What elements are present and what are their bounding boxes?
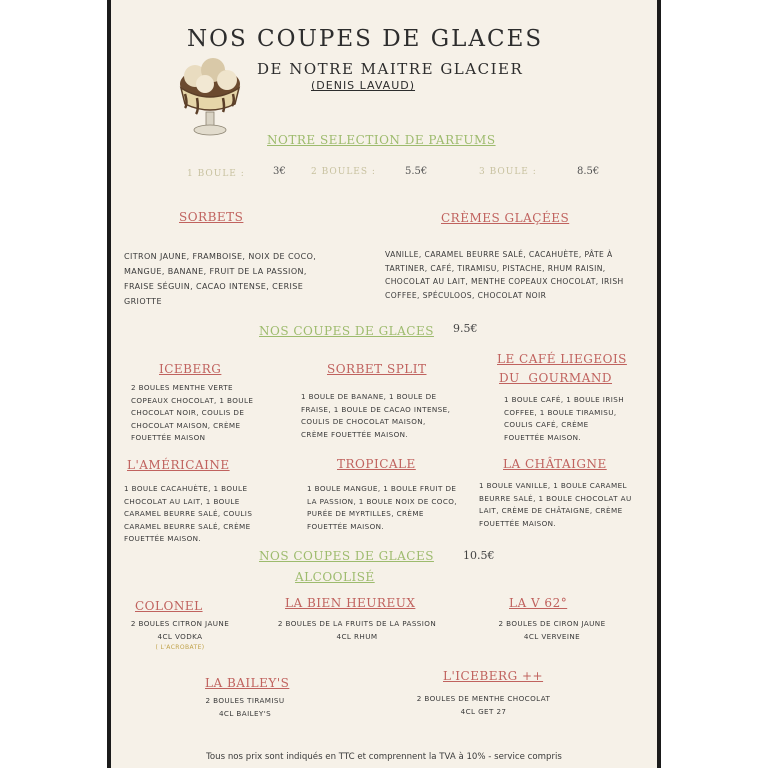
desc-line: LAIT, CRÈME DE CHÂTAIGNE, CRÈME — [479, 506, 623, 515]
alcool-name-bien-heureux: LA BIEN HEUREUX — [285, 596, 416, 610]
desc-line: 4CL RHUM — [336, 631, 378, 641]
coupe-name-iceberg: ICEBERG — [159, 362, 222, 376]
alcool-desc-colonel — [115, 618, 245, 653]
coupes-heading: NOS COUPES DE GLACES — [259, 324, 434, 338]
footer-note: Tous nos prix sont indiqués en TTC et comprennent la TVA à 10% - service compris — [206, 752, 562, 762]
coupe-name-cafe-liegeois-2: DU GOURMAND — [499, 371, 613, 385]
desc-line: CARAMEL BEURRE SALÉ, CRÈME — [124, 521, 251, 531]
desc-line: FOUETTÉE MAISON. — [307, 521, 385, 531]
desc-line: 1 BOULE CACAHUÈTE, 1 BOULE — [124, 484, 248, 493]
alcool-desc-baileys — [175, 695, 315, 720]
price-label-2: 2 BOULES : — [311, 167, 376, 177]
desc-line: 4CL GET 27 — [460, 706, 507, 716]
chef-name: (DENIS LAVAUD) — [311, 79, 416, 92]
desc-line: 2 BOULES MENTHE VERTE — [131, 383, 233, 392]
desc-line: FOUETTÉE MAISON. — [504, 432, 582, 442]
coupe-desc-sorbet-split — [301, 391, 471, 441]
price-label-1: 1 BOULE : — [187, 169, 245, 179]
alcool-heading: NOS COUPES DE GLACES — [259, 549, 434, 563]
alcool-name-v62: LA V 62° — [509, 596, 568, 610]
desc-line: COULIS CAFÉ, CRÈME — [504, 420, 589, 429]
desc-line: CARAMEL BEURRE SALÉ, COULIS — [124, 509, 253, 518]
desc-line: 2 BOULES DE LA FRUITS DE LA PASSION — [277, 619, 437, 628]
menu-title: NOS COUPES DE GLACES — [187, 26, 544, 52]
menu-page — [107, 0, 661, 768]
coupe-desc-tropicale — [307, 483, 479, 533]
cremes-line: TARTINER, CAFÉ, TIRAMISU, PISTACHE, RHUM RAISIN, — [385, 263, 606, 273]
alcool-name-colonel: COLONEL — [135, 599, 203, 613]
price-label-3: 3 BOULE : — [479, 167, 537, 177]
desc-line: FRAISE, 1 BOULE DE CACAO INTENSE, — [301, 404, 451, 414]
price-value-1: 3€ — [273, 166, 286, 177]
desc-line: CHOCOLAT NOIR, COULIS DE — [131, 408, 245, 417]
cremes-line: CHOCOLAT AU LAIT, MENTHE COPEAUX CHOCOLAT, IRISH — [385, 277, 624, 287]
sorbets-line: CITRON JAUNE, FRAMBOISE, NOIX DE COCO, — [124, 252, 317, 261]
desc-line: CRÈME FOUETTÉE MAISON. — [301, 429, 409, 439]
alcool-price: 10.5€ — [463, 549, 495, 562]
sorbets-line: MANGUE, BANANE, FRUIT DE LA PASSION, — [124, 267, 307, 276]
coupe-name-chataigne: LA CHÂTAIGNE — [503, 457, 607, 471]
coupe-name-cafe-liegeois: LE CAFÉ LIEGEOIS — [497, 352, 627, 366]
alcool-heading-2: ALCOOLISÉ — [295, 570, 375, 584]
coupe-desc-chataigne — [479, 480, 651, 530]
alcool-desc-bien-heureux — [251, 618, 463, 643]
desc-line: 1 BOULE VANILLE, 1 BOULE CARAMEL — [479, 481, 627, 490]
desc-line: 1 BOULE MANGUE, 1 BOULE FRUIT DE — [307, 484, 457, 493]
price-value-2: 5.5€ — [405, 166, 428, 177]
sorbets-list — [124, 249, 374, 309]
desc-line: COFFEE, 1 BOULE TIRAMISU, — [504, 407, 617, 417]
alcool-name-baileys: LA BAILEY'S — [205, 676, 290, 690]
desc-line: FOUETTÉE MAISON — [131, 433, 206, 442]
desc-line: COULIS DE CHOCOLAT MAISON, — [301, 417, 426, 426]
selection-heading: NOTRE SELECTION DE PARFUMS — [267, 133, 496, 147]
desc-line: PURÉE DE MYRTILLES, CRÈME — [307, 509, 424, 518]
desc-line: CHOCOLAT AU LAIT, 1 BOULE — [124, 496, 240, 506]
desc-line: 2 BOULES DE MENTHE CHOCOLAT — [416, 694, 551, 703]
coupe-desc-iceberg — [131, 382, 281, 445]
ice-cream-sundae-icon — [175, 54, 245, 140]
desc-line: 4CL BAILEY'S — [218, 708, 272, 718]
desc-line: 4CL VODKA — [157, 631, 203, 641]
coupe-name-sorbet-split: SORBET SPLIT — [327, 362, 427, 376]
sorbets-line: GRIOTTE — [124, 297, 162, 306]
menu-subtitle: DE NOTRE MAITRE GLACIER — [257, 60, 524, 78]
desc-line: LA PASSION, 1 BOULE NOIX DE COCO, — [307, 496, 457, 506]
desc-line: 1 BOULE DE BANANE, 1 BOULE DE — [301, 392, 437, 401]
alcool-desc-v62 — [477, 618, 627, 643]
cremes-line: VANILLE, CARAMEL BEURRE SALÉ, CACAHUÈTE, PÂTE À — [385, 250, 613, 259]
cremes-list — [385, 248, 657, 302]
sorbets-line: FRAISE SÉGUIN, CACAO INTENSE, CERISE — [124, 282, 304, 291]
alcool-desc-iceberg-plus — [391, 693, 576, 718]
desc-line: FOUETTÉE MAISON. — [479, 518, 557, 528]
cremes-line: COFFEE, SPÉCULOOS, CHOCOLAT NOIR — [385, 290, 547, 300]
coupes-price: 9.5€ — [453, 322, 478, 335]
coupe-name-tropicale: TROPICALE — [337, 457, 416, 471]
price-value-3: 8.5€ — [577, 166, 600, 177]
desc-line: 2 BOULES DE CIRON JAUNE — [498, 619, 606, 628]
desc-line: COPEAUX CHOCOLAT, 1 BOULE — [131, 395, 254, 405]
desc-line: BEURRE SALÉ, 1 BOULE CHOCOLAT AU — [479, 493, 632, 503]
cremes-heading: CRÈMES GLAÇÉES — [441, 211, 570, 225]
desc-line: 2 BOULES CITRON JAUNE — [130, 619, 230, 628]
coupe-desc-americaine — [124, 483, 284, 546]
desc-line: 1 BOULE CAFÉ, 1 BOULE IRISH — [504, 395, 625, 404]
alcool-name-iceberg-plus: L'ICEBERG ++ — [443, 669, 544, 683]
colonel-note: ( L'ACROBATE) — [155, 644, 205, 651]
desc-line: 4CL VERVEINE — [523, 631, 581, 641]
coupe-name-americaine: L'AMÉRICAINE — [127, 458, 230, 472]
coupe-desc-cafe-liegeois — [504, 394, 654, 444]
desc-line: FOUETTÉE MAISON. — [124, 534, 202, 543]
desc-line: 2 BOULES TIRAMISU — [205, 696, 285, 705]
desc-line: CHOCOLAT MAISON, CRÈME — [131, 420, 241, 430]
sorbets-heading: SORBETS — [179, 210, 244, 224]
